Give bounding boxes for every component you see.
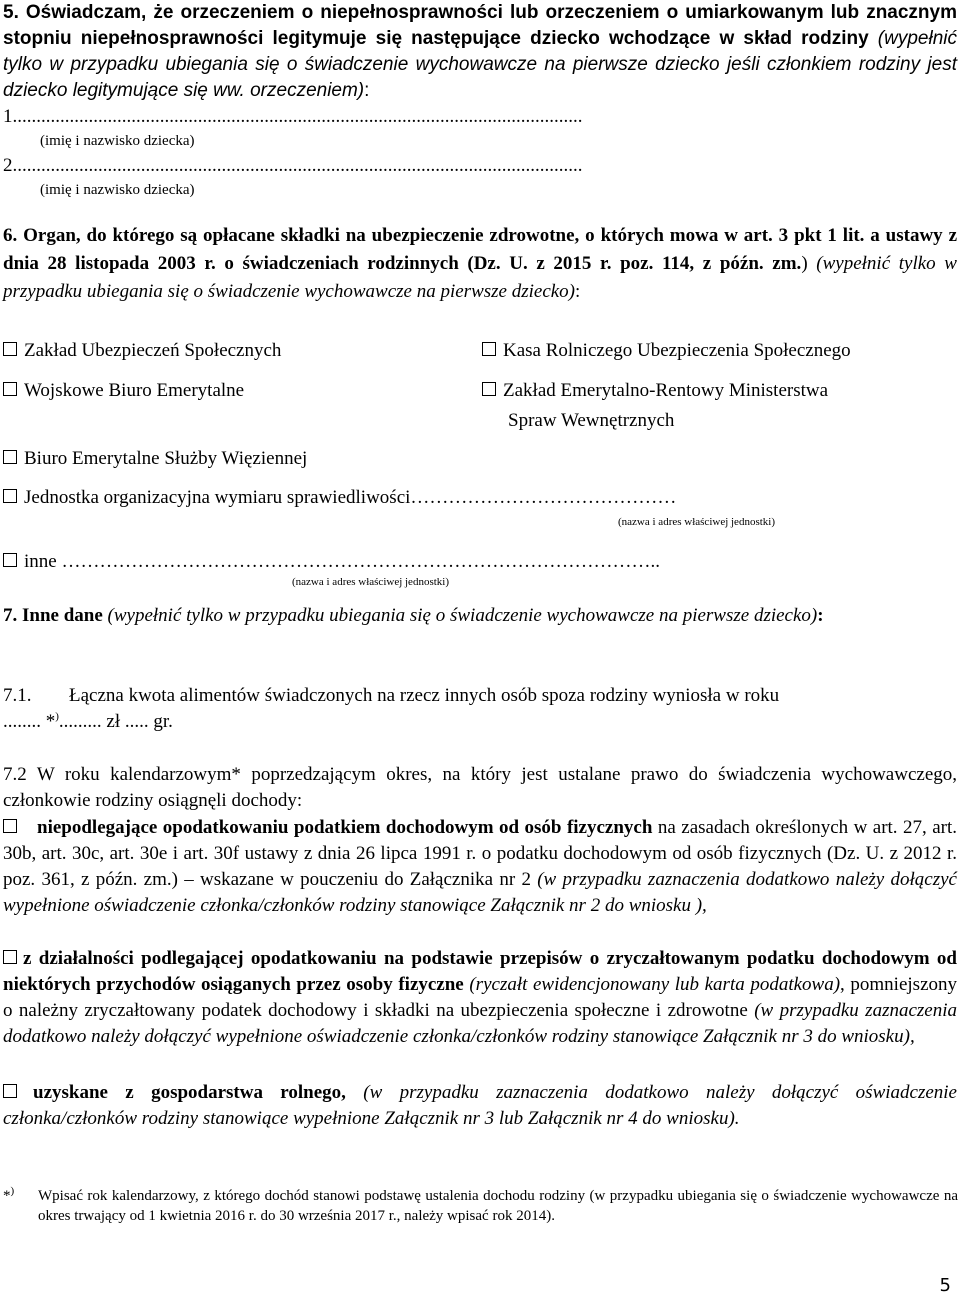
footnote-sup: )	[10, 1185, 15, 1197]
item-7-1-amount[interactable]	[3, 709, 173, 735]
footnote-mark	[3, 1186, 14, 1206]
income-option-2-text: , pomniejszony o należny zryczałtowany podatek dochodowy i składki na ubezpieczenia społeczne i zdrowotne	[3, 974, 957, 1021]
section-7-heading: 7. Inne dane	[3, 605, 103, 626]
footnote-text: Wpisać rok kalendarzowy, z którego dochód stanowi podstawę ustalenia dochodu rodziny (w przypadku ubiegania się o świadczenie wychowawcze na okres trwający od 1 kwietnia 2016 r. do 30 września 2017 r., należy wpisać rok 2014).	[38, 1188, 958, 1224]
section-6	[3, 222, 957, 306]
section-6-heading: 6. Organ, do którego są opłacane składki na ubezpieczenie zdrowotne, o których mowa w art. 3 pkt 1 lit. a ustawy z dnia 28 listopada 2003 r. o świadczeniach rodzinnych (Dz. U. z 2015 r. poz. 114, z późn. zm.	[3, 225, 957, 274]
section-6-paren: )	[801, 253, 808, 274]
child-2-caption: (imię i nazwisko dziecka)	[40, 182, 195, 198]
child-1-line[interactable]: 1........................................................................................................................	[3, 106, 583, 127]
section-5-colon: :	[364, 80, 370, 101]
child-2-line[interactable]: 2........................................................................................................................	[3, 155, 583, 176]
section-7	[3, 603, 957, 629]
income-option-2-note-1: (ryczałt ewidencjonowany lub karta podatkowa)	[463, 974, 841, 995]
section-5	[3, 0, 957, 104]
section-6-colon: :	[575, 281, 581, 302]
option-jo-label: Jednostka organizacyjna wymiaru sprawiedliwości……………………………………	[24, 487, 677, 508]
option-krus[interactable]	[482, 338, 851, 364]
option-jo[interactable]	[3, 485, 676, 511]
option-zus-label: Zakład Ubezpieczeń Społecznych	[24, 340, 282, 361]
income-option-1-bold: niepodlegające opodatkowaniu podatkiem dochodowym od osób fizycznych	[37, 817, 653, 838]
item-7-1-number: 7.1.	[3, 685, 32, 706]
income-option-3	[3, 1080, 957, 1132]
checkbox-icon[interactable]	[3, 950, 17, 964]
option-wbe-label: Wojskowe Biuro Emerytalne	[24, 380, 245, 401]
footnote-star: *	[3, 1188, 11, 1204]
option-zer-label-1: Zakład Emerytalno-Rentowy Ministerstwa	[503, 380, 829, 401]
checkbox-icon[interactable]	[3, 489, 17, 503]
checkbox-icon[interactable]	[482, 342, 496, 356]
section-5-instruction: (wypełnić tylko w przypadku ubiegania się o świadczenie wychowawcze na pierwsze dziecko jeśli członkiem rodziny jest dziecko legitymujące się ww. orzeczeniem)	[3, 28, 957, 101]
checkbox-icon[interactable]	[3, 342, 17, 356]
page-number: 5	[939, 1275, 951, 1296]
option-wbe[interactable]	[3, 378, 244, 404]
option-besw[interactable]	[3, 446, 307, 472]
checkbox-icon[interactable]	[482, 382, 496, 396]
checkbox-icon[interactable]	[3, 450, 17, 464]
checkbox-icon[interactable]	[3, 382, 17, 396]
option-inne-label: inne …………………………………………………………………………………..	[24, 551, 660, 572]
income-option-3-bold: uzyskane z gospodarstwa rolnego,	[33, 1082, 346, 1103]
section-6-instruction: (wypełnić tylko w przypadku ubiegania się o świadczenie wychowawcze na pierwsze dziecko)	[3, 253, 957, 302]
option-inne[interactable]	[3, 549, 660, 575]
income-option-1	[3, 815, 957, 919]
option-krus-label: Kasa Rolniczego Ubezpieczenia Społecznego	[503, 340, 851, 361]
option-zus[interactable]	[3, 338, 281, 364]
item-7-2: 7.2 W roku kalendarzowym* poprzedzającym okres, na który jest ustalane prawo do świadczenia wychowawczego, członkowie rodziny osiągnęli dochody:	[3, 764, 957, 811]
income-option-1-text: na zasadach określonych w art. 27, art. 30b, art. 30c, art. 30e i art. 30f ustawy z dnia 26 lipca 1991 r. o podatku dochodowym od osób fizycznych (Dz. U. z 2012 r. poz. 361, z późn. zm.) – wskazane w pouczeniu do Załącznika nr 2	[3, 817, 957, 890]
option-inne-caption: (nazwa i adres właściwej jednostki)	[292, 576, 449, 588]
item-7-1-sup: )	[55, 710, 59, 723]
option-zer-label-2: Spraw Wewnętrznych	[508, 410, 675, 431]
option-jo-caption: (nazwa i adres właściwej jednostki)	[618, 516, 775, 528]
income-option-3-note: (w przypadku zaznaczenia dodatkowo należy dołączyć oświadczenie członka/członków rodziny stanowiące wypełnione Załącznik nr 3 lub Załącznik nr 4 do wniosku).	[3, 1082, 957, 1129]
income-option-1-note: (w przypadku zaznaczenia dodatkowo należy dołączyć wypełnione oświadczenie członka/członków rodziny stanowiące Załącznik nr 2 do wniosku ),	[3, 869, 957, 916]
checkbox-icon[interactable]	[3, 553, 17, 567]
item-7-1-year: ........ *	[3, 711, 56, 732]
checkbox-icon[interactable]	[3, 1084, 17, 1098]
child-1-caption: (imię i nazwisko dziecka)	[40, 133, 195, 149]
option-zer[interactable]	[482, 378, 828, 404]
income-option-2	[3, 946, 957, 1050]
option-besw-label: Biuro Emerytalne Służby Więziennej	[24, 448, 308, 469]
section-5-heading: 5. Oświadczam, że orzeczeniem o niepełnosprawności lub orzeczeniem o umiarkowanym lub znacznym stopniu niepełnosprawności legitymuje się następujące dziecko wchodzące w skład rodziny	[3, 2, 957, 49]
section-7-instruction: (wypełnić tylko w przypadku ubiegania się o świadczenie wychowawcze na pierwsze dziecko)	[102, 605, 818, 626]
income-option-2-note-2: (w przypadku zaznaczenia dodatkowo należy dołączyć wypełnione oświadczenie członka/członków rodziny stanowiące Załącznik nr 3 do wniosku),	[3, 1000, 958, 1047]
income-option-2-bold: z działalności podlegającej opodatkowaniu na podstawie przepisów o zryczałtowanym podatku dochodowym od niektórych przychodów osiąganych przez osoby fizyczne	[3, 948, 957, 995]
item-7-1-text: Łączna kwota alimentów świadczonych na rzecz innych osób spoza rodziny wyniosła w roku	[69, 685, 780, 706]
checkbox-icon[interactable]	[3, 819, 17, 833]
section-7-colon: :	[817, 605, 824, 626]
item-7-1-zl: ......... zł ..... gr.	[58, 711, 173, 732]
